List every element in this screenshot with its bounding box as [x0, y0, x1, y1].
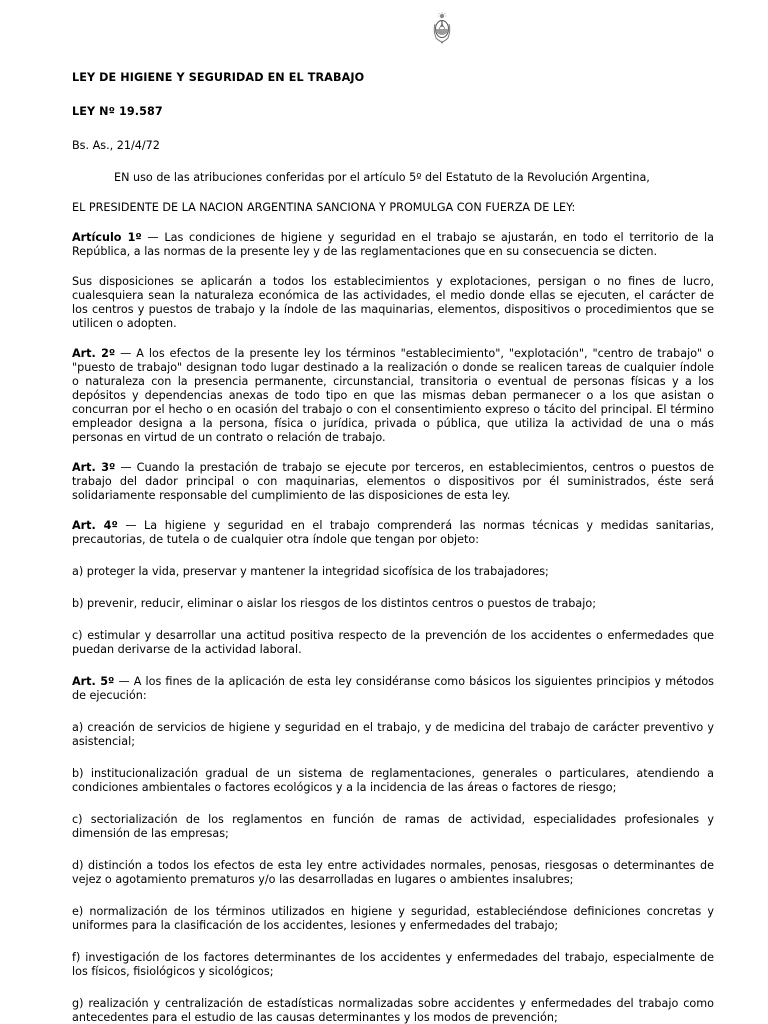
- article-4-item-a: a) proteger la vida, preservar y mantener la integridad sicofísica de los trabajadores;: [72, 565, 549, 578]
- document-body: [72, 71, 714, 1024]
- article-5-item-e: e) normalización de los términos utilizados en higiene y seguridad, estableciéndose definiciones concretas y uniformes para la clasificación de los accidentes, lesiones y enfermedades del trabajo;: [72, 905, 714, 932]
- article-4-text: — La higiene y seguridad en el trabajo comprenderá las normas técnicas y medidas sanitarias, precautorias, de tutela o de cualquier otra índole que tengan por objeto:: [72, 519, 714, 546]
- article-5-label: Art. 5º: [72, 675, 115, 688]
- article-5-item-g: g) realización y centralización de estadísticas normalizadas sobre accidentes y enfermedades del trabajo como antecedentes para el estudio de las causas determinantes y los modos de prevención;: [72, 997, 714, 1024]
- article-5-item-b: b) institucionalización gradual de un sistema de reglamentaciones, generales o particulares, atendiendo a condiciones ambientales o factores ecológicos y a la incidencia de las áreas o factores de riesgo;: [72, 767, 714, 794]
- proclamation: EL PRESIDENTE DE LA NACION ARGENTINA SANCIONA Y PROMULGA CON FUERZA DE LEY:: [72, 201, 576, 214]
- article-1: [72, 231, 714, 259]
- argentine-coat-of-arms-icon: [432, 12, 452, 44]
- article-1-continuation: Sus disposiciones se aplicarán a todos los establecimientos y explotaciones, persigan o no fines de lucro, cualesquiera sean la naturaleza económica de las actividades, el medio donde ellas se ejecuten, el carácter de los centros y puestos de trabajo y la índole de las maquinarias, elementos, dispositivos o procedimientos que se utilicen o adopten.: [72, 275, 714, 330]
- article-2-label: Art. 2º: [72, 347, 116, 360]
- article-5-text: — A los fines de la aplicación de esta ley considéranse como básicos los siguientes principios y métodos de ejecución:: [72, 675, 714, 702]
- article-5: [72, 675, 714, 703]
- preamble: EN uso de las atribuciones conferidas por el artículo 5º del Estatuto de la Revolución Argentina,: [114, 171, 650, 184]
- article-4-item-b: b) prevenir, reducir, eliminar o aislar los riesgos de los distintos centros o puestos de trabajo;: [72, 597, 596, 610]
- article-5-item-a: a) creación de servicios de higiene y seguridad en el trabajo, y de medicina del trabajo de carácter preventivo y asistencial;: [72, 721, 714, 748]
- article-4-item-c: c) estimular y desarrollar una actitud positiva respecto de la prevención de los accidentes o enfermedades que puedan derivarse de la actividad laboral.: [72, 629, 714, 656]
- article-4-label: Art. 4º: [72, 519, 118, 532]
- article-3-label: Art. 3º: [72, 461, 116, 474]
- article-2-text: — A los efectos de la presente ley los términos "establecimiento", "explotación", "centro de trabajo" o "puesto de trabajo" designan todo lugar destinado a la realización o donde se realicen tareas de cualquier índole o naturaleza con la presencia permanente, circunstancial, transitoria o eventual de personas físicas y a los depósitos y dependencias anexas de todo tipo en que las mismas deban permanecer o a los que asistan o concurran por el hecho o en ocasión del trabajo o con el consentimiento expreso o tácito del principal. El término empleador designa a la persona, física o jurídica, privada o pública, que utiliza la actividad de una o más personas en virtud de un contrato o relación de trabajo.: [72, 347, 714, 444]
- article-2: [72, 347, 714, 445]
- article-4: [72, 519, 714, 547]
- article-1-text: — Las condiciones de higiene y seguridad en el trabajo se ajustarán, en todo el territorio de la República, a las normas de la presente ley y de las reglamentaciones que en su consecuencia se dicten.: [72, 231, 714, 258]
- article-5-item-c: c) sectorialización de los reglamentos en función de ramas de actividad, especialidades profesionales y dimensión de las empresas;: [72, 813, 714, 840]
- article-1-label: Artículo 1º: [72, 231, 142, 244]
- dateline: Bs. As., 21/4/72: [72, 139, 160, 152]
- article-3-text: — Cuando la prestación de trabajo se ejecute por terceros, en establecimientos, centros o puestos de trabajo del dador principal o con maquinarias, elementos o dispositivos por él suministrados, éste será solidariamente responsable del cumplimiento de las disposiciones de esta ley.: [72, 461, 714, 502]
- law-title: LEY DE HIGIENE Y SEGURIDAD EN EL TRABAJO: [72, 71, 365, 84]
- law-number: LEY Nº 19.587: [72, 105, 163, 118]
- article-3: [72, 461, 714, 503]
- article-5-item-f: f) investigación de los factores determinantes de los accidentes y enfermedades del trabajo, especialmente de los físicos, fisiológicos y sicológicos;: [72, 951, 714, 978]
- article-5-item-d: d) distinción a todos los efectos de esta ley entre actividades normales, penosas, riesgosas o determinantes de vejez o agotamiento prematuros y/o las desarrolladas en lugares o ambientes insalubres;: [72, 859, 714, 886]
